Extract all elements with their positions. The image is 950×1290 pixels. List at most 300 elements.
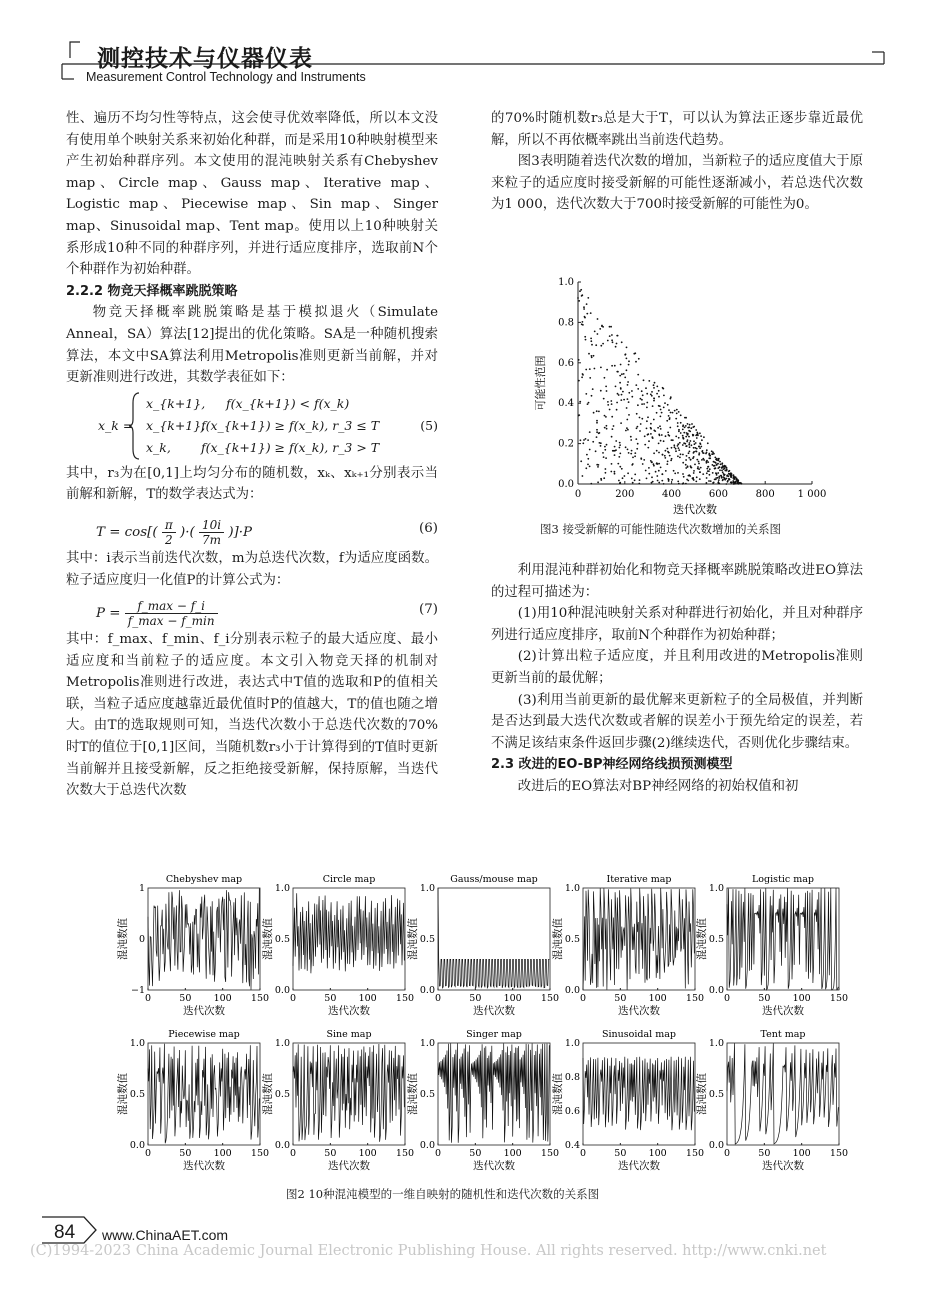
scatter-point (578, 415, 580, 417)
scatter-point (661, 480, 663, 482)
scatter-point (721, 463, 723, 465)
scatter-point (640, 423, 642, 425)
scatter-point (583, 439, 585, 441)
scatter-point (657, 463, 659, 465)
scatter-point (602, 452, 604, 454)
scatter-point (716, 459, 718, 461)
scatter-point (692, 477, 694, 479)
x-tick-label: 150 (395, 1148, 415, 1159)
scatter-point (677, 481, 679, 483)
scatter-point (714, 465, 716, 467)
x-tick-label: 0 (434, 1148, 442, 1159)
scatter-point (590, 312, 592, 314)
scatter-point (690, 466, 692, 468)
scatter-point (731, 473, 733, 475)
x-tick-label: 50 (614, 993, 627, 1004)
scatter-point (578, 300, 580, 302)
left-paragraph-4: 其中：i表示当前迭代次数，m为总迭代次数，f为适应度函数。粒子适应度归一化值P的计算公式为： (66, 550, 438, 588)
scatter-point (593, 355, 595, 357)
scatter-point (614, 446, 616, 448)
scatter-point (663, 483, 665, 485)
x-tick-label: 150 (685, 993, 705, 1004)
y-tick-label: 0.0 (129, 1140, 145, 1151)
scatter-point (718, 476, 720, 478)
scatter-point (677, 445, 679, 447)
scatter-point (632, 463, 634, 465)
scatter-point (684, 427, 686, 429)
panel-title: Circle map (322, 874, 376, 885)
scatter-point (694, 464, 696, 466)
scatter-point (717, 472, 719, 474)
y-tick-label: 1.0 (419, 1038, 435, 1049)
scatter-point (627, 384, 629, 386)
scatter-point (600, 442, 602, 444)
scatter-point (646, 420, 648, 422)
scatter-point (699, 478, 701, 480)
scatter-point (619, 442, 621, 444)
y-axis-label: 混沌数值 (696, 1073, 708, 1115)
scatter-point (672, 439, 674, 441)
figure-2-caption: 图2 10种混沌模型的一维自映射的随机性和迭代次数的关系图 (286, 1187, 600, 1201)
x-axis-label: 迭代次数 (618, 1160, 660, 1172)
scatter-point (627, 472, 629, 474)
scatter-point (626, 358, 628, 360)
scatter-point (619, 482, 621, 484)
scatter-point (658, 470, 660, 472)
scatter-point (582, 374, 584, 376)
y-tick-label: 0.4 (564, 1140, 580, 1151)
scatter-point (637, 404, 639, 406)
scatter-point (671, 479, 673, 481)
scatter-point (632, 482, 634, 484)
scatter-point (587, 403, 589, 405)
y-tick-label: 0.4 (558, 398, 574, 410)
x-tick-label: 100 (358, 1148, 377, 1159)
scatter-point (674, 473, 676, 475)
scatter-point (632, 457, 634, 459)
right-paragraph-3: 利用混沌种群初始化和物竞天择概率跳脱策略改进EO算法的过程可描述为： (491, 563, 863, 600)
y-axis-label: 混沌数值 (552, 1073, 564, 1115)
scatter-point (631, 478, 633, 480)
figure-3-caption: 图3 接受新解的可能性随迭代次数增加的关系图 (540, 522, 781, 536)
scatter-point (622, 391, 624, 393)
x-tick-label: 150 (829, 993, 849, 1004)
scatter-point (670, 396, 672, 398)
scatter-point (689, 451, 691, 453)
scatter-point (628, 360, 630, 362)
series-line (438, 1043, 549, 1142)
scatter-point (708, 453, 710, 455)
left-paragraph-3: 其中，r₃为在[0,1]上均匀分布的随机数，xₖ、xₖ₊₁分别表示当前解和新解，T的数学表达式为： (66, 465, 438, 503)
scatter-point (739, 482, 741, 484)
scatter-point (693, 451, 695, 453)
panel-iterative-map (551, 874, 704, 1017)
scatter-point (684, 443, 686, 445)
scatter-point (627, 449, 629, 451)
journal-title-cn: 测控技术与仪器仪表 (97, 46, 313, 72)
series-line (583, 1057, 694, 1131)
x-tick-label: 0 (289, 993, 297, 1004)
scatter-point (602, 343, 604, 345)
scatter-point (718, 477, 720, 479)
x-tick-label: 100 (358, 993, 377, 1004)
scatter-point (590, 340, 592, 342)
scatter-point (600, 445, 602, 447)
x-axis-label: 迭代次数 (183, 1005, 225, 1017)
scatter-point (615, 440, 617, 442)
scatter-point (702, 473, 704, 475)
scatter-point (592, 441, 594, 443)
scatter-point (631, 390, 633, 392)
panel-title: Chebyshev map (165, 874, 243, 885)
y-tick-label: 1.0 (274, 1038, 290, 1049)
scatter-point (720, 475, 722, 477)
panel-title: Gauss/mouse map (450, 874, 538, 885)
scatter-point (682, 435, 684, 437)
x-tick-label: 0 (579, 1148, 587, 1159)
scatter-point (695, 442, 697, 444)
right-column (491, 108, 863, 216)
scatter-point (679, 442, 681, 444)
x-tick-label: 150 (829, 1148, 849, 1159)
scatter-point (672, 412, 674, 414)
scatter-point (606, 390, 608, 392)
y-tick-label: 0.2 (558, 438, 574, 450)
scatter-point (696, 437, 698, 439)
scatter-point (599, 432, 601, 434)
panel-title: Piecewise map (168, 1029, 240, 1040)
x-tick-label: 0 (144, 993, 152, 1004)
scatter-point (682, 437, 684, 439)
scatter-point (686, 479, 688, 481)
scatter-point (715, 462, 717, 464)
scatter-point (622, 477, 624, 479)
scatter-point (628, 401, 630, 403)
scatter-point (611, 403, 613, 405)
scatter-point (682, 429, 684, 431)
right-paragraph-1: 的70%时随机数r₃总是大于T，可以认为算法正逐步靠近最优解，所以不再依概率跳出当前迭代趋势。 (491, 111, 863, 148)
scatter-point (733, 476, 735, 478)
scatter-point (638, 358, 640, 360)
scatter-point (618, 456, 620, 458)
scatter-point (619, 453, 621, 455)
scatter-point (635, 361, 637, 363)
scatter-point (724, 465, 726, 467)
scatter-point (648, 467, 650, 469)
y-axis-label: 混沌数值 (552, 918, 564, 960)
equation-5: x_k = x_{k+1}, f(x_{k+1}) < f(x_k) x_{k+1}, f(x_{k+1}) ≥ f(x_k), r_3 ≤ T x_k, f(x_{k+1}) ≥ f(x_k), r_3 > T (5) (66, 391, 438, 461)
scatter-point (730, 482, 732, 484)
scatter-point (695, 481, 697, 483)
x-tick-label: 0 (144, 1148, 152, 1159)
scatter-point (637, 388, 639, 390)
x-tick-label: 150 (540, 1148, 560, 1159)
y-tick-label: 1 (138, 883, 145, 894)
scatter-point (585, 467, 587, 469)
scatter-point (731, 475, 733, 477)
scatter-point (660, 467, 662, 469)
scatter-point (605, 472, 607, 474)
x-tick-label: 100 (213, 1148, 232, 1159)
scatter-point (604, 449, 606, 451)
y-tick-label: 0.8 (564, 1072, 580, 1083)
step-2: (2)计算出粒子适应度，并且利用改进的Metropolis准则更新当前的最优解； (491, 649, 863, 686)
scatter-point (708, 457, 710, 459)
x-tick-label: 50 (469, 1148, 482, 1159)
x-tick-label: 100 (792, 1148, 811, 1159)
left-column (66, 108, 438, 802)
scatter-point (643, 459, 645, 461)
series-line (148, 889, 259, 990)
scatter-point (688, 426, 690, 428)
x-axis-label: 迭代次数 (473, 1160, 515, 1172)
scatter-point (578, 380, 580, 382)
scatter-point (641, 403, 643, 405)
x-tick-label: 150 (540, 993, 560, 1004)
scatter-point (725, 483, 727, 485)
scatter-point (610, 400, 612, 402)
left-paragraph-1: 性、遍历不均匀性等特点，这会使寻优效率降低，所以本文没有使用单个映射关系来初始化种群，而是采用10种映射模型来产生初始种群序列。本文使用的混沌映射关系有Chebyshev map、Circle map、Gauss map、Iterative map、Logistic map、Piecewise map、Sin map、Singer map、Sinusoidal map、Tent map。使用以上10种映射关系形成10种不同的种群序列，并进行适应度排序，选取前N个个种群作为初始种群。 (66, 111, 438, 278)
scatter-point (703, 459, 705, 461)
scatter-point (596, 429, 598, 431)
panel-piecewise-map (116, 1029, 269, 1172)
scatter-point (658, 390, 660, 392)
figure-2-chaos-maps (110, 862, 850, 1182)
scatter-point (691, 423, 693, 425)
right-paragraph-2: 图3表明随着迭代次数的增加，当新粒子的适应度值大于原来粒子的适应度时接受新解的可能性逐渐减小，若总迭代次数为1 000，迭代次数大于700时接受新解的可能性为0。 (491, 154, 863, 213)
scatter-point (650, 433, 652, 435)
y-tick-label: 0.5 (129, 1089, 145, 1100)
scatter-point (688, 444, 690, 446)
scatter-point (611, 416, 613, 418)
scatter-point (668, 415, 670, 417)
scatter-point (685, 436, 687, 438)
scatter-point (693, 447, 695, 449)
right-column-lower (491, 560, 863, 798)
scatter-point (641, 399, 643, 401)
scatter-point (597, 318, 599, 320)
scatter-point (596, 431, 598, 433)
scatter-point (682, 424, 684, 426)
panel-title: Sinusoidal map (602, 1029, 676, 1040)
scatter-point (651, 436, 653, 438)
scatter-point (695, 450, 697, 452)
scatter-point (682, 462, 684, 464)
scatter-point (687, 439, 689, 441)
scatter-point (607, 404, 609, 406)
scatter-point (674, 410, 676, 412)
scatter-point (719, 461, 721, 463)
scatter-point (585, 369, 587, 371)
scatter-point (594, 368, 596, 370)
scatter-point (709, 468, 711, 470)
panel-circle-map (261, 874, 414, 1017)
x-axis-label: 迭代次数 (183, 1160, 225, 1172)
scatter-point (734, 481, 736, 483)
scatter-point (656, 393, 658, 395)
scatter-point (674, 446, 676, 448)
scatter-point (648, 440, 650, 442)
scatter-point (634, 455, 636, 457)
scatter-point (697, 466, 699, 468)
x-tick-label: 100 (648, 1148, 667, 1159)
scatter-point (625, 353, 627, 355)
scatter-point (627, 398, 629, 400)
y-axis-label: 混沌数值 (407, 918, 419, 960)
scatter-point (712, 482, 714, 484)
scatter-point (690, 459, 692, 461)
scatter-point (607, 340, 609, 342)
journal-title-en: Measurement Control Technology and Instruments (86, 70, 366, 84)
y-tick-label: 0.5 (419, 1089, 435, 1100)
scatter-point (653, 384, 655, 386)
scatter-point (584, 336, 586, 338)
scatter-point (577, 297, 579, 299)
scatter-point (619, 375, 621, 377)
scatter-point (714, 457, 716, 459)
scatter-point (614, 454, 616, 456)
scatter-point (682, 473, 684, 475)
y-tick-label: 0.8 (558, 317, 574, 329)
scatter-point (620, 399, 622, 401)
x-tick-label: 150 (250, 993, 270, 1004)
scatter-point (723, 476, 725, 478)
scatter-point (676, 409, 678, 411)
y-tick-label: 0.5 (708, 934, 724, 945)
scatter-point (728, 473, 730, 475)
scatter-point (592, 388, 594, 390)
y-axis-label: 混沌数值 (117, 1073, 129, 1115)
scatter-point (667, 451, 669, 453)
scatter-point (693, 472, 695, 474)
x-tick-label: 0 (434, 993, 442, 1004)
y-tick-label: 0.0 (274, 1140, 290, 1151)
scatter-point (653, 397, 655, 399)
scatter-point (606, 425, 608, 427)
scatter-point (614, 473, 616, 475)
y-tick-label: 0 (138, 934, 145, 945)
scatter-point (660, 416, 662, 418)
scatter-point (680, 422, 682, 424)
x-tick-label: 200 (615, 489, 635, 500)
scatter-point (634, 474, 636, 476)
scatter-point (701, 439, 703, 441)
x-tick-label: 0 (289, 1148, 297, 1159)
scatter-point (692, 426, 694, 428)
scatter-point (619, 447, 621, 449)
scatter-point (606, 369, 608, 371)
scatter-point (666, 420, 668, 422)
scatter-point (669, 455, 671, 457)
scatter-point (630, 453, 632, 455)
panel-tent-map (695, 1029, 848, 1172)
scatter-point (653, 452, 655, 454)
scatter-point (635, 438, 637, 440)
scatter-point (596, 422, 598, 424)
scatter-point (706, 468, 708, 470)
scatter-point (589, 368, 591, 370)
scatter-point (619, 444, 621, 446)
scatter-point (595, 344, 597, 346)
scatter-point (626, 419, 628, 421)
scatter-point (618, 394, 620, 396)
scatter-point (676, 413, 678, 415)
scatter-point (669, 417, 671, 419)
scatter-point (640, 457, 642, 459)
scatter-point (698, 454, 700, 456)
scatter-point (667, 432, 669, 434)
scatter-point (698, 463, 700, 465)
scatter-point (643, 379, 645, 381)
step-3: (3)利用当前更新的最优解来更新粒子的全局极值，并判断是否达到最大迭代次数或者解的误差小于预先给定的误差，若不满足该结束条件返回步骤(2)继续迭代，否则优化步骤结束。 (491, 692, 863, 751)
x-axis-label: 迭代次数 (673, 503, 717, 515)
scatter-point (706, 452, 708, 454)
scatter-point (685, 459, 687, 461)
scatter-point (645, 387, 647, 389)
y-tick-label: 0.6 (558, 357, 574, 369)
scatter-point (719, 469, 721, 471)
scatter-point (596, 436, 598, 438)
scatter-point (588, 402, 590, 404)
scatter-point (708, 480, 710, 482)
scatter-point (677, 443, 679, 445)
scatter-point (688, 452, 690, 454)
scatter-point (624, 475, 626, 477)
scatter-point (639, 479, 641, 481)
scatter-point (693, 456, 695, 458)
scatter-point (716, 464, 718, 466)
y-tick-label: 1.0 (564, 1038, 580, 1049)
scatter-point (597, 333, 599, 335)
section-heading-2-3: 2.3 改进的EO-BP神经网络线损预测模型 (491, 757, 733, 773)
scatter-point (661, 434, 663, 436)
scatter-point (729, 470, 731, 472)
scatter-point (706, 482, 708, 484)
scatter-point (586, 303, 588, 305)
scatter-point (615, 449, 617, 451)
scatter-point (630, 436, 632, 438)
panel-title: Sine map (326, 1029, 372, 1040)
scatter-point (618, 480, 620, 482)
scatter-point (709, 474, 711, 476)
y-tick-label: 0.0 (274, 985, 290, 996)
scatter-point (698, 452, 700, 454)
scatter-point (678, 447, 680, 449)
scatter-point (587, 439, 589, 441)
scatter-point (712, 472, 714, 474)
scatter-point (718, 458, 720, 460)
scatter-point (627, 429, 629, 431)
scatter-point (587, 464, 589, 466)
scatter-point (706, 477, 708, 479)
scatter-point (706, 449, 708, 451)
x-axis-label: 迭代次数 (328, 1160, 370, 1172)
y-axis-label: 可能性范围 (534, 355, 547, 411)
scatter-point (680, 432, 682, 434)
scatter-point (696, 476, 698, 478)
scatter-point (586, 313, 588, 315)
scatter-point (580, 460, 582, 462)
panel-title: Singer map (466, 1029, 522, 1040)
scatter-point (711, 450, 713, 452)
scatter-point (654, 382, 656, 384)
series-line (293, 893, 404, 973)
scatter-point (591, 395, 593, 397)
scatter-point (642, 463, 644, 465)
scatter-point (665, 450, 667, 452)
x-tick-label: 100 (503, 993, 522, 1004)
scatter-point (598, 464, 600, 466)
